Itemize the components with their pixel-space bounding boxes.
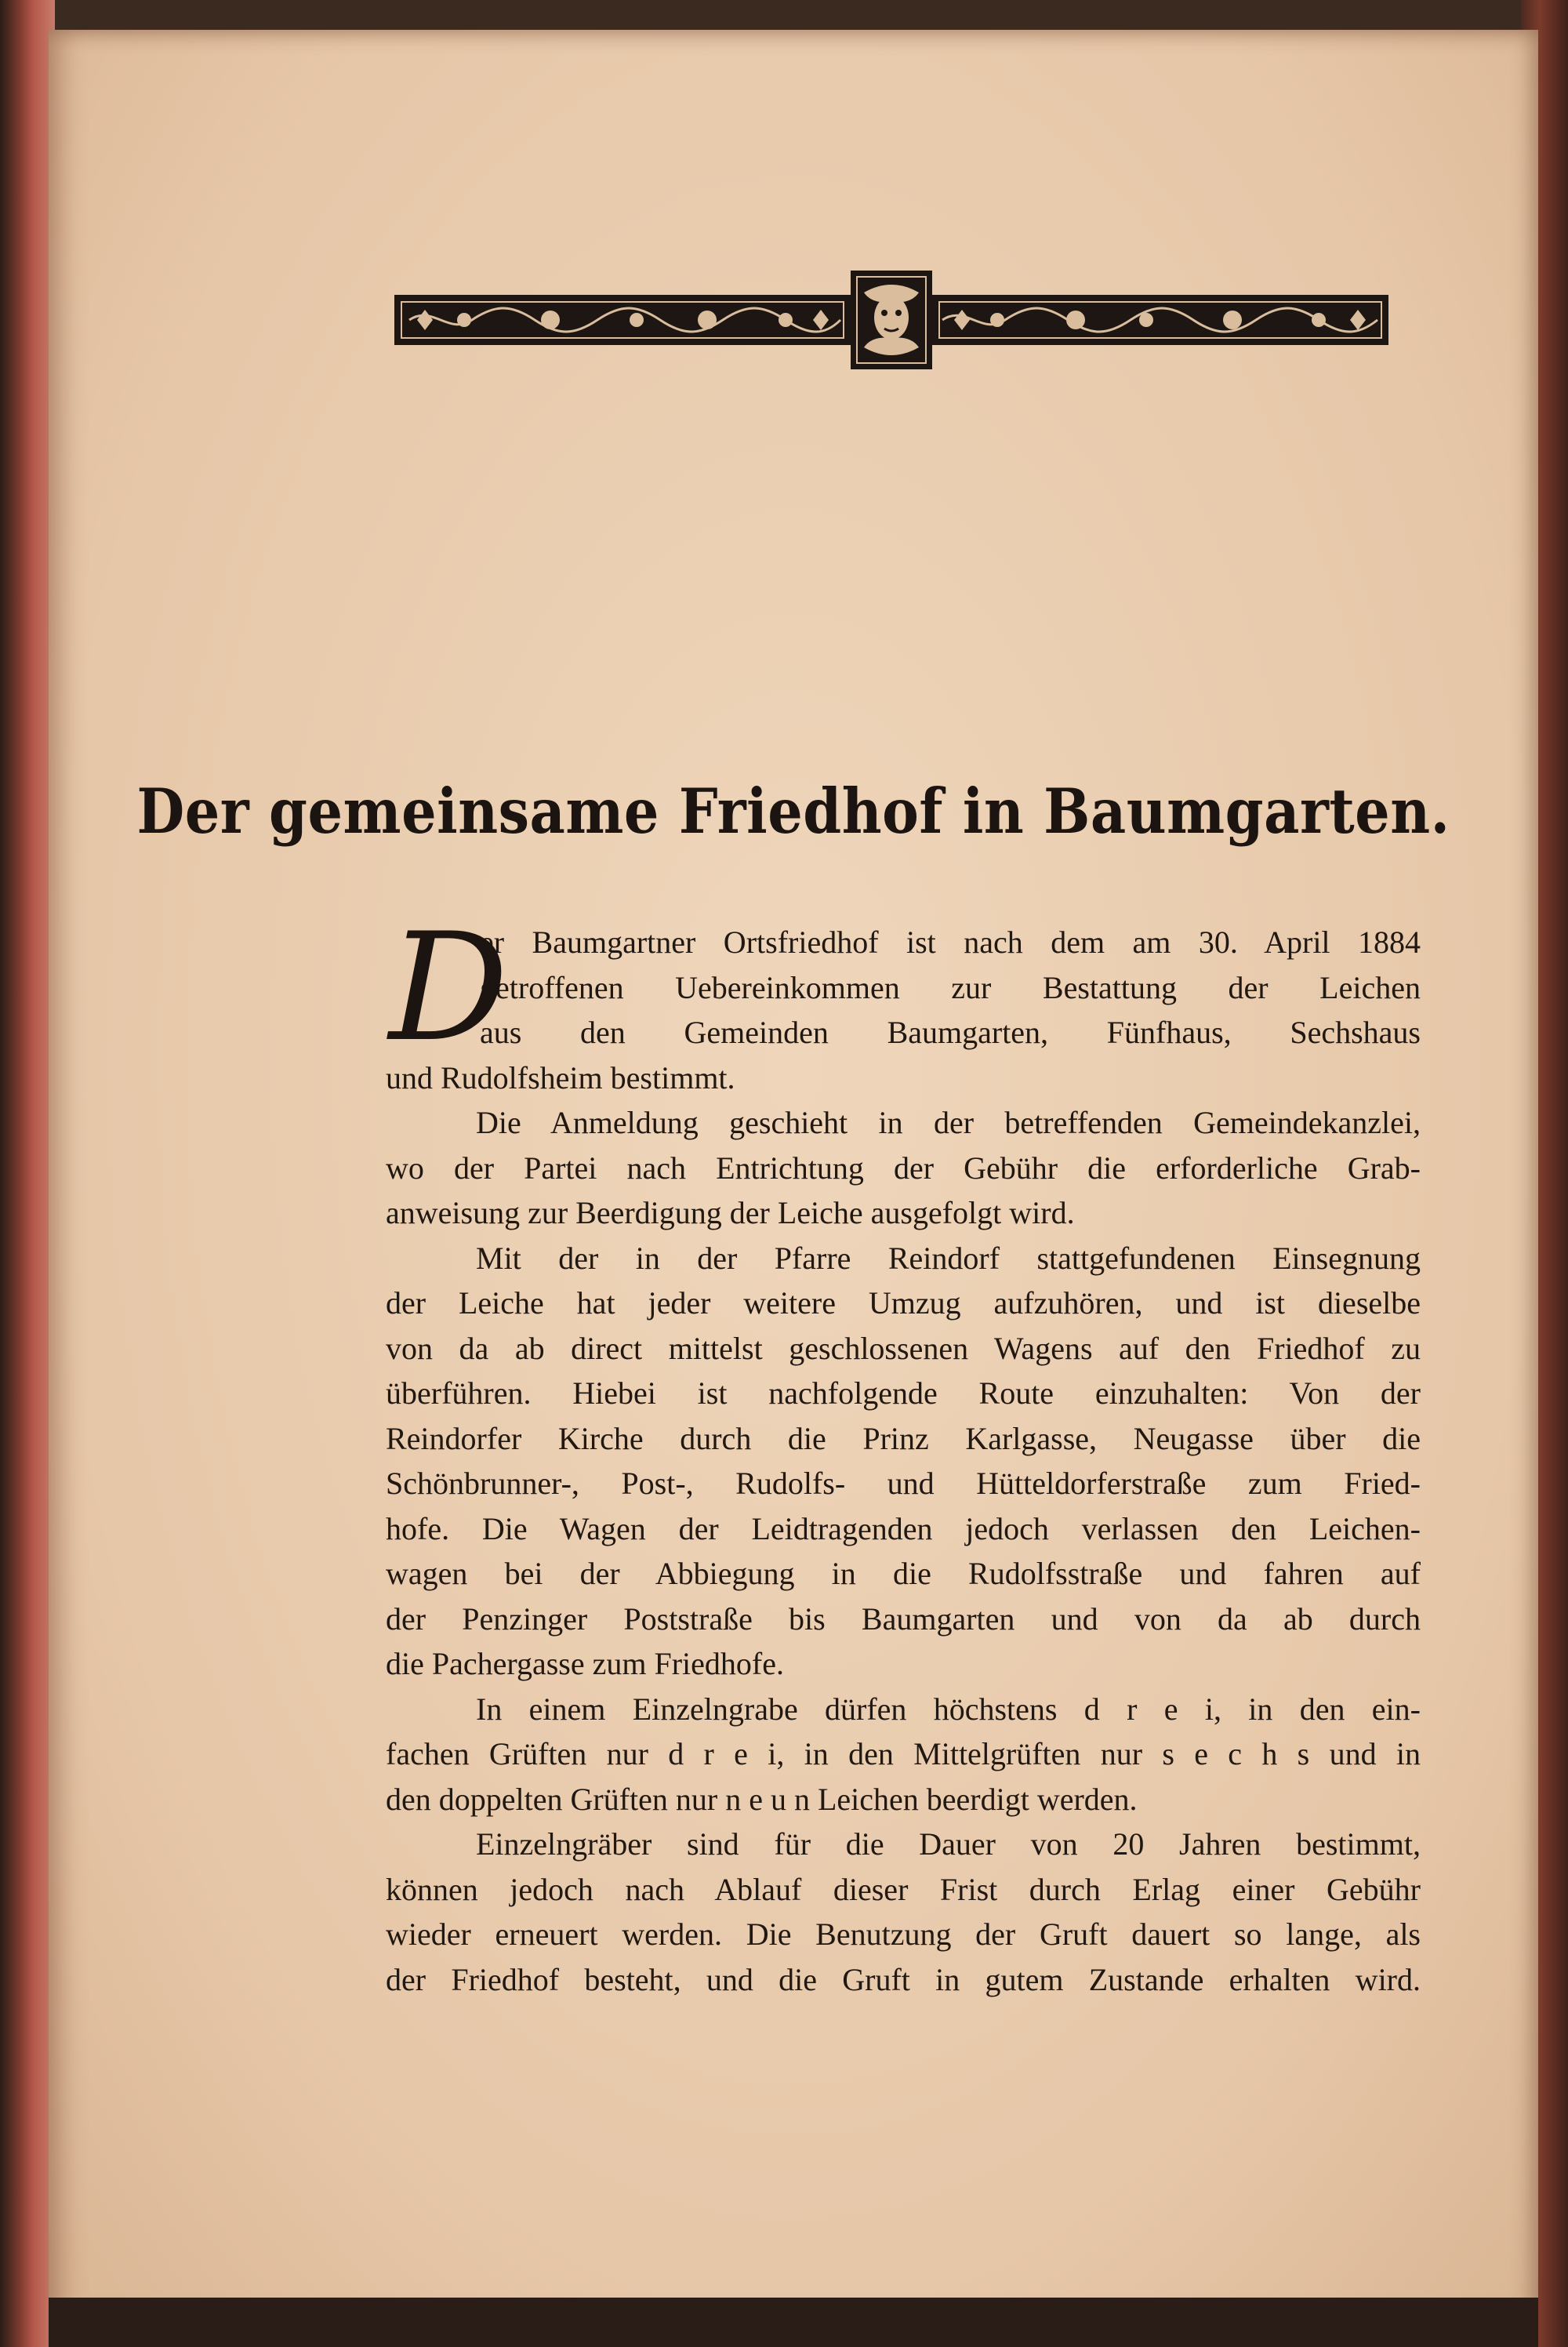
- text-line: den doppelten Grüften nur n e u n Leichen beerdigt werden.: [386, 1781, 1138, 1817]
- text-line: der Leiche hat jeder weitere Umzug aufzuhören, und ist dieselbe: [386, 1285, 1421, 1321]
- text-line: und Rudolfsheim bestimmt.: [386, 1059, 735, 1095]
- text-line: hofe. Die Wagen der Leidtragenden jedoch verlassen den Leichen-: [386, 1510, 1421, 1546]
- svg-text:D: D: [389, 901, 509, 1074]
- paragraph-4: [386, 1687, 1421, 1822]
- text-line: können jedoch nach Ablauf dieser Frist durch Erlag einer Gebühr: [386, 1871, 1421, 1907]
- body-text: [386, 901, 1421, 2002]
- text-line: Einzelngräber sind für die Dauer von 20 Jahren bestimmt,: [476, 1826, 1421, 1862]
- text-line: In einem Einzelngrabe dürfen höchstens d r e i, in den ein-: [476, 1691, 1421, 1727]
- text-line: fachen Grüften nur d r e i, in den Mittelgrüften nur s e c h s und in: [386, 1736, 1421, 1771]
- text-line: Schönbrunner-, Post-, Rudolfs- und Hütteldorferstraße zum Fried-: [386, 1466, 1421, 1501]
- paragraph-3: [386, 1236, 1421, 1687]
- text-line: der Penzinger Poststraße bis Baumgarten und von da ab durch: [386, 1600, 1421, 1637]
- page-title: Der gemeinsame Friedhof in Baumgarten.: [136, 775, 1450, 848]
- text-line: Mit der in der Pfarre Reindorf stattgefundenen Einsegnung: [476, 1240, 1421, 1276]
- text-line: Die Anmeldung geschieht in der betreffenden Gemeindekanzlei,: [476, 1105, 1421, 1140]
- text-line: wagen bei der Abbiegung in die Rudolfsstraße und fahren auf: [386, 1556, 1421, 1591]
- book-page: [49, 30, 1538, 2320]
- paragraph-1: [386, 920, 1421, 1100]
- book-bottom-edge: [49, 2298, 1538, 2347]
- text-line: wo der Partei nach Entrichtung der Gebühr die erforderliche Grab-: [386, 1150, 1421, 1186]
- text-line: überführen. Hiebei ist nachfolgende Route einzuhalten: Von der: [386, 1375, 1421, 1411]
- text-line: aus den Gemeinden Baumgarten, Fünfhaus, Sechshaus: [480, 1015, 1421, 1050]
- ornamental-headpiece: [394, 269, 1389, 371]
- text-line: der Friedhof besteht, und die Gruft in gutem Zustande erhalten wird.: [386, 1961, 1421, 1997]
- paragraph-2: [386, 1100, 1421, 1236]
- text-line: die Pachergasse zum Friedhofe.: [386, 1646, 784, 1681]
- text-line: Reindorfer Kirche durch die Prinz Karlgasse, Neugasse über die: [386, 1420, 1421, 1456]
- text-line: er Baumgartner Ortsfriedhof ist nach dem am 30. April 1884: [480, 925, 1421, 960]
- text-line: getroffenen Uebereinkommen zur Bestattung der Leichen: [480, 969, 1421, 1005]
- decorative-initial-d: [386, 901, 509, 1074]
- text-line: anweisung zur Beerdigung der Leiche ausgefolgt wird.: [386, 1195, 1075, 1230]
- paragraph-5: [386, 1822, 1421, 2002]
- book-edge-left: [0, 0, 55, 2347]
- text-line: von da ab direct mittelst geschlossenen Wagens auf den Friedhof zu: [386, 1330, 1421, 1366]
- text-line: wieder erneuert werden. Die Benutzung der Gruft dauert so lange, als: [386, 1916, 1421, 1952]
